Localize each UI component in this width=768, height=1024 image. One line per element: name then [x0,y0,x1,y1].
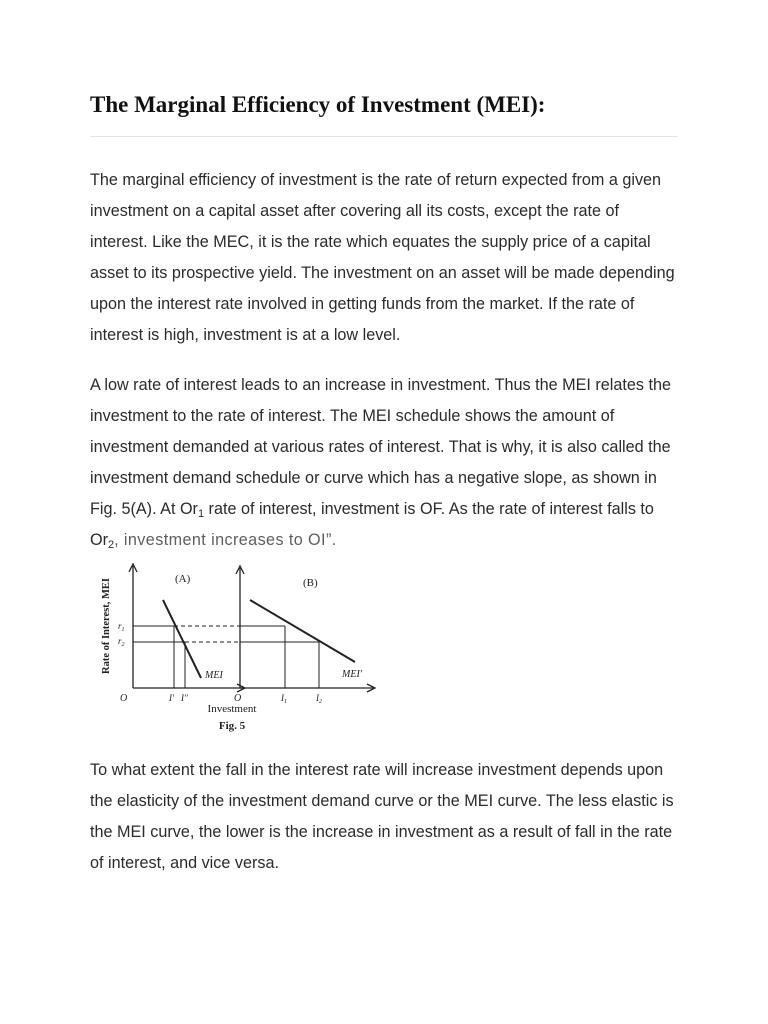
subscript-2: 2 [107,539,115,551]
r2-label [118,636,125,648]
i-prime-label: I' [169,693,174,703]
i2-letter: I [316,693,319,703]
panel-a-label: (A) [175,573,191,585]
article-title: The Marginal Efficiency of Investment (MEI): [90,92,546,117]
i-double-prime-label: I" [181,693,188,703]
mei-diagram [95,560,385,740]
i2-label [315,693,322,705]
r2-sub: 2 [121,642,125,648]
r1-sub: 1 [121,627,125,633]
origin-a: O [120,693,128,704]
paragraph-2-part2: rate of interest, investment is OF. As the rate of interest falls to Or [90,500,654,549]
i1-label [280,693,287,705]
i2-sub: 2 [319,699,322,705]
mei-b-label: MEI' [342,669,362,680]
mei-curve-a [163,600,201,678]
paragraph-2-part3: , investment increases to OI”. [114,531,337,549]
panel-b-label: (B) [303,577,318,589]
r1-letter: r [118,621,122,631]
origin-b: O [234,693,242,704]
subscript-1: 1 [197,508,205,520]
paragraph-2-part1: A low rate of interest leads to an increase in investment. Thus the MEI relates the investment to the rate of interest. The MEI schedule shows the amount of investment demanded at various rates of interest. That is why, it is also called the investment demand schedule or curve which has a negative slope, as shown in Fig. 5(A). At Or [90,376,671,518]
mei-a-label: MEI [205,670,223,681]
r2-letter: r [118,636,122,646]
mei-curve-b [250,600,355,662]
i1-sub: 1 [284,699,287,705]
title-divider [90,136,678,137]
i1-letter: I [281,693,284,703]
figure-caption: Fig. 5 [218,720,246,732]
paragraph-2 [90,370,680,556]
y-axis-label: Rate of Interest, MEI [101,577,112,675]
paragraph-3: To what extent the fall in the interest rate will increase investment depends upon the elasticity of the investment demand curve or the MEI curve. The less elastic is the MEI curve, the lower is the increase in investment as a result of fall in the rate of interest, and vice versa. [90,761,674,872]
mei-figure [95,560,385,740]
r1-label [118,621,125,633]
x-axis-label: Investment [207,703,257,715]
paragraph-1: The marginal efficiency of investment is the rate of return expected from a given investment on a capital asset after covering all its costs, except the rate of interest. Like the MEC, it is the rate which equates the supply price of a capital asset to its prospective yield. The investment on an asset will be made depending upon the interest rate involved in getting funds from the market. If the rate of interest is high, investment is at a low level. [90,171,675,344]
